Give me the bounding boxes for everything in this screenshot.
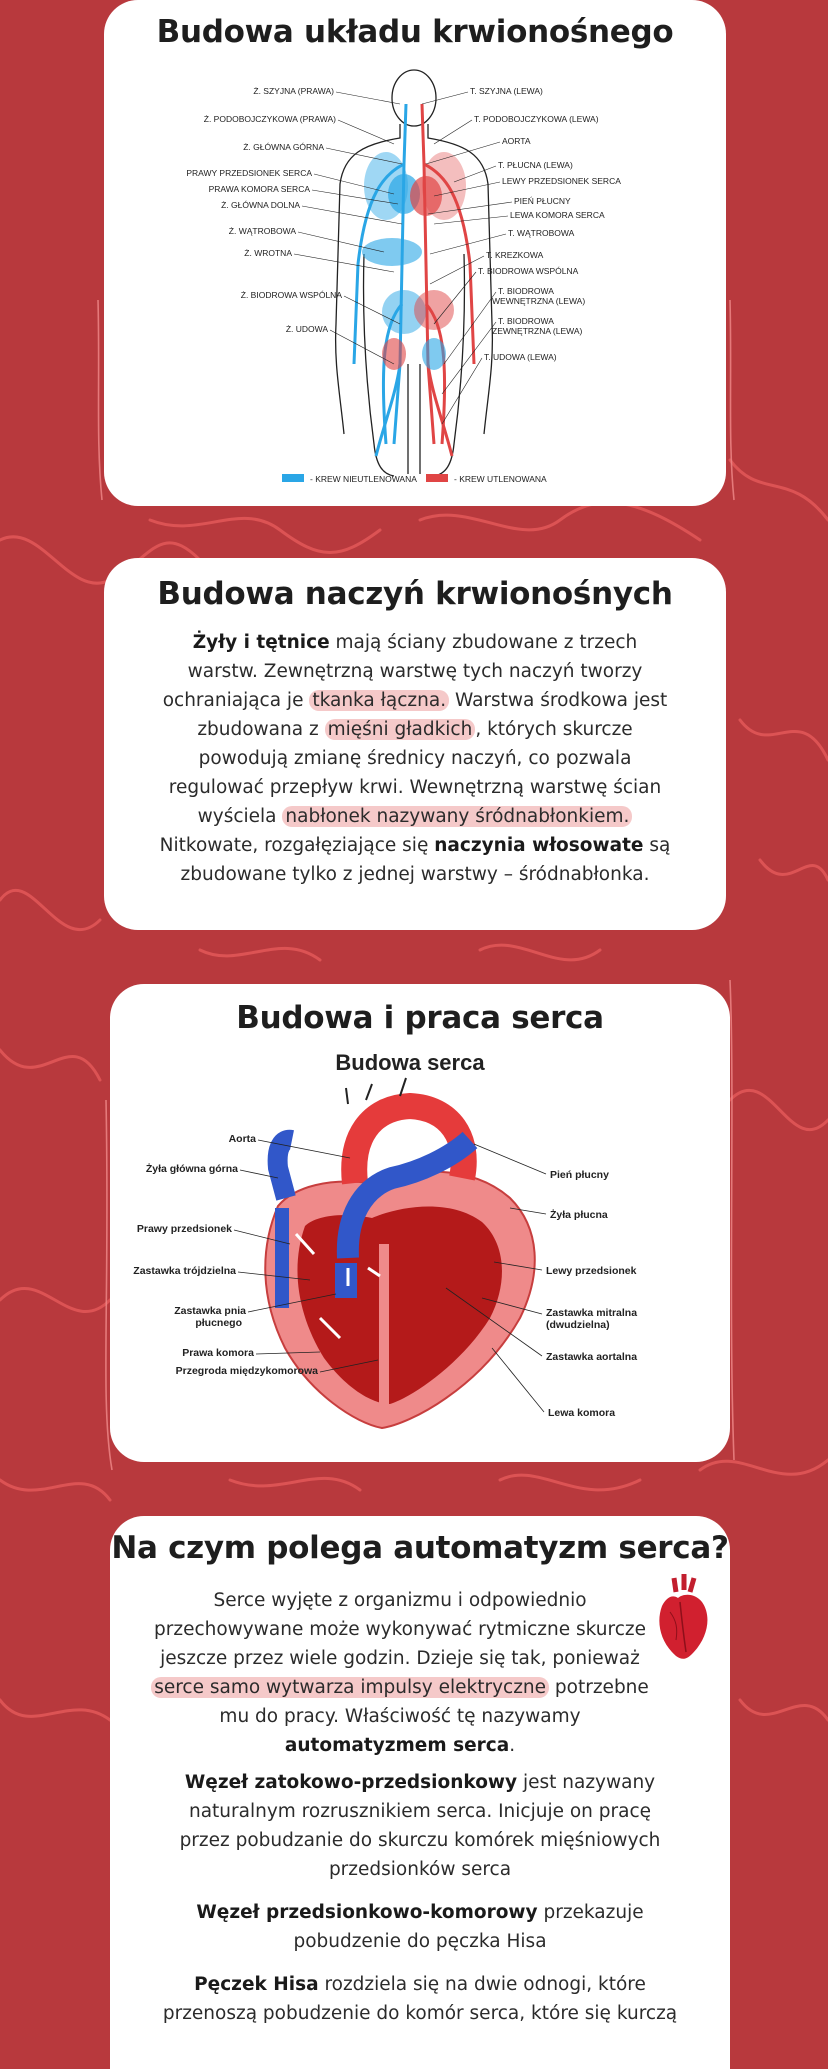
blood-vessels-card	[104, 558, 726, 930]
label-left-1: Ż. SZYJNA (PRAWA)	[253, 86, 334, 96]
label-mitral-valve-2: (dwudzielna)	[546, 1319, 610, 1331]
label-right-14: ZEWNĘTRZNA (LEWA)	[492, 326, 583, 336]
endothelium-highlight: nabłonek nazywany śródnabłonkiem.	[282, 806, 632, 827]
digestive-organs	[362, 238, 454, 370]
legend-red-swatch	[426, 474, 448, 482]
circulatory-system-card	[104, 0, 726, 506]
legend-blue-swatch	[282, 474, 304, 482]
label-pulmonary-valve: Zastawka pnia	[174, 1305, 246, 1317]
automatism-paragraph: Serce wyjęte z organizmu i odpowiednio przechowywane może wykonywać rytmiczne skurcze jeszcze przez wiele godzin. Dzieje się tak, ponieważ serce samo wytwarza impulsy elektryczne potrzebne mu do pracy. Właściwość tę nazywamy automatyzmem serca.	[150, 1586, 650, 1760]
label-left-6: Ż. GŁÓWNA DOLNA	[221, 200, 300, 210]
label-left-atrium: Lewy przedsionek	[546, 1265, 637, 1277]
label-left-4: PRAWY PRZEDSIONEK SERCA	[186, 168, 312, 178]
heart-icon	[652, 1572, 714, 1664]
label-pulmonary-trunk: Pień płucny	[550, 1169, 609, 1181]
label-right-7: LEWA KOMORA SERCA	[510, 210, 605, 220]
his-bundle-term: Pęczek Hisa	[194, 1974, 319, 1995]
heart-structure-title: Budowa i praca serca	[236, 1000, 604, 1036]
label-right-atrium: Prawy przedsionek	[136, 1223, 232, 1235]
heart-automatism-card	[110, 1516, 730, 2069]
connective-tissue-highlight: tkanka łączna.	[309, 690, 449, 711]
label-right-3: AORTA	[502, 136, 531, 146]
av-node-term: Węzeł przedsionkowo-komorowy	[196, 1902, 538, 1923]
impulses-highlight: serce samo wytwarza impulsy elektryczne	[151, 1677, 549, 1698]
heart-diagram-subtitle: Budowa serca	[335, 1050, 485, 1075]
label-right-2: T. PODOBOJCZYKOWA (LEWA)	[474, 114, 599, 124]
label-right-ventricle: Prawa komora	[182, 1347, 254, 1359]
blood-vessels-title: Budowa naczyń krwionośnych	[157, 576, 673, 612]
automatism-term: automatyzmem serca	[284, 1735, 510, 1756]
label-pulmonary-valve-2: płucnego	[195, 1317, 242, 1329]
label-mitral-valve: Zastawka mitralna	[546, 1307, 638, 1319]
label-left-7: Ż. WĄTROBOWA	[228, 226, 296, 236]
veins-arteries-term: Żyły i tętnice	[192, 632, 330, 653]
his-bundle-paragraph: Pęczek Hisa rozdziela się na dwie odnogi, które przenoszą pobudzenie do komór serca, które się kurczą	[162, 1974, 678, 2024]
label-aortic-valve: Zastawka aortalna	[546, 1351, 638, 1363]
label-left-9: Ż. BIODROWA WSPÓLNA	[240, 290, 342, 300]
heart-right-labels	[546, 1169, 637, 1419]
label-right-1: T. SZYJNA (LEWA)	[470, 86, 543, 96]
smooth-muscle-highlight: mięśni gładkich	[325, 719, 476, 740]
heart-structure-card	[110, 984, 730, 1462]
circulatory-system-diagram	[104, 64, 726, 504]
label-right-6: PIEŃ PŁUCNY	[514, 196, 571, 206]
label-left-ventricle: Lewa komora	[548, 1407, 616, 1419]
label-left-3: Ż. GŁÓWNA GÓRNA	[243, 142, 324, 152]
lungs	[364, 152, 466, 220]
legend-red-label: - KREW UTLENOWANA	[454, 474, 547, 484]
legend	[282, 474, 547, 484]
label-tricuspid-valve: Zastawka trójdzielna	[133, 1265, 236, 1277]
blood-vessels-text: Żyły i tętnice mają ściany zbudowane z trzech warstw. Zewnętrzną warstwę tych naczyń tworzy ochraniająca je tkanka łączna. Warstwa środkowa jest zbudowana z mięśni gładkich , których skurcze powodują zmianę średnicy naczyń, co pozwala regulować przepływ krwi. Wewnętrzną warstwę ścian wyściela nabłonek nazywany śródnabłonkiem. Nitkowate, rozgałęziające się naczynia włosowate są zbudowane tylko z jednej warstwy – śródnabłonka.	[159, 632, 671, 885]
label-aorta: Aorta	[228, 1133, 256, 1145]
label-left-5: PRAWA KOMORA SERCA	[208, 184, 310, 194]
label-left-10: Ż. UDOWA	[285, 324, 328, 334]
circulatory-system-title: Budowa układu krwionośnego	[156, 14, 674, 50]
label-right-5: LEWY PRZEDSIONEK SERCA	[502, 176, 621, 186]
label-left-2: Ż. PODOBOJCZYKOWA (PRAWA)	[203, 114, 336, 124]
right-labels	[470, 86, 621, 362]
label-right-12: WEWNĘTRZNA (LEWA)	[492, 296, 586, 306]
label-right-13: T. BIODROWA	[498, 316, 554, 326]
label-superior-vena-cava: Żyła główna górna	[145, 1163, 238, 1175]
label-right-10: T. BIODROWA WSPÓLNA	[478, 266, 579, 276]
label-right-11: T. BIODROWA	[498, 286, 554, 296]
label-right-15: T. UDOWA (LEWA)	[484, 352, 557, 362]
label-right-9: T. KREZKOWA	[486, 250, 544, 260]
capillaries-term: naczynia włosowate	[434, 835, 644, 856]
legend-blue-label: - KREW NIEUTLENOWANA	[310, 474, 417, 484]
heart-automatism-title: Na czym polega automatyzm serca?	[111, 1530, 729, 1566]
label-right-4: T. PŁUCNA (LEWA)	[498, 160, 573, 170]
heart-diagram	[110, 1048, 730, 1458]
label-left-8: Ż. WROTNA	[244, 248, 292, 258]
av-node-paragraph: Węzeł przedsionkowo-komorowy przekazuje pobudzenie do pęczka Hisa	[196, 1902, 644, 1952]
sa-node-term: Węzeł zatokowo-przedsionkowy	[184, 1772, 518, 1793]
left-labels	[186, 86, 342, 334]
label-septum: Przegroda międzykomorowa	[175, 1365, 318, 1377]
sa-node-paragraph: Węzeł zatokowo-przedsionkowy jest nazywany naturalnym rozrusznikiem serca. Inicjuje on pracę przez pobudzanie do skurczu komórek mięśniowych przedsionków serca	[179, 1772, 661, 1880]
label-right-8: T. WĄTROBOWA	[508, 228, 575, 238]
label-pulmonary-vein: Żyła płucna	[550, 1209, 608, 1221]
